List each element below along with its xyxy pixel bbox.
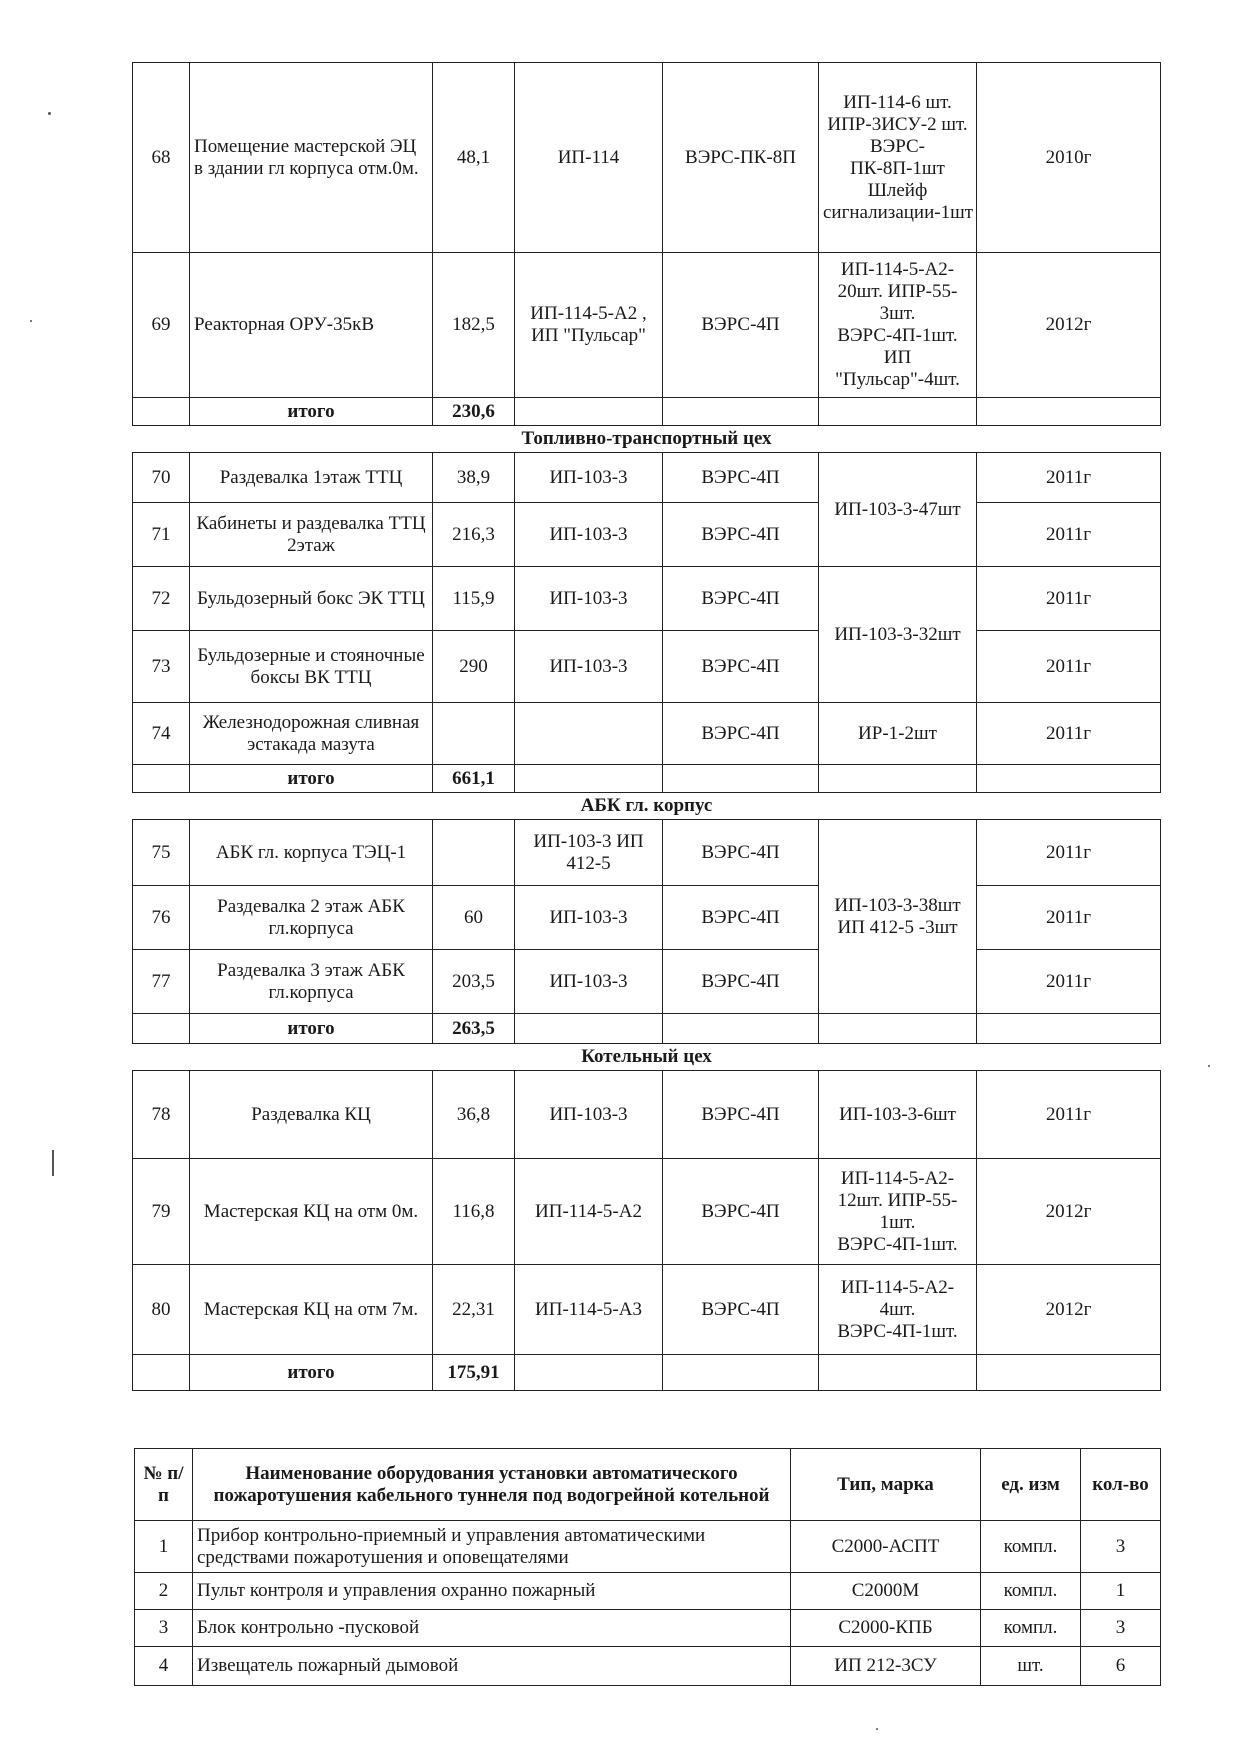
control-device: ВЭРС-4П <box>663 253 819 398</box>
total-row <box>133 1355 1161 1391</box>
equipment-quantity: 3 <box>1081 1610 1161 1647</box>
row-number: 79 <box>133 1159 190 1265</box>
room-area: 182,5 <box>433 253 515 398</box>
row-number: 74 <box>133 703 190 765</box>
total-row <box>133 765 1161 793</box>
row-number: 71 <box>133 503 190 567</box>
equipment-name: Извещатель пожарный дымовой <box>193 1647 791 1686</box>
section-title: Топливно-транспортный цех <box>133 426 1161 453</box>
room-area: 36,8 <box>433 1071 515 1159</box>
table-row <box>133 1265 1161 1355</box>
scan-speck <box>1208 1065 1210 1067</box>
section-header <box>133 426 1161 453</box>
room-area: 115,9 <box>433 567 515 631</box>
room-area <box>433 820 515 886</box>
table-row <box>133 1159 1161 1265</box>
equipment-name: Блок контрольно -пусковой <box>193 1610 791 1647</box>
detector-type: ИП-114-5-А2 <box>515 1159 663 1265</box>
install-year: 2011г <box>977 950 1161 1014</box>
table-row <box>133 253 1161 398</box>
control-device: ВЭРС-4П <box>663 503 819 567</box>
detector-type: ИП-103-3 <box>515 950 663 1014</box>
total-label: итого <box>190 398 433 426</box>
equipment-quantity: ИП-114-5-А2-20шт. ИПР-55-3шт. ВЭРС-4П-1шт. ИП "Пульсар"-4шт. <box>819 253 977 398</box>
room-name: Раздевалка 2 этаж АБК гл.корпуса <box>190 886 433 950</box>
room-name: Кабинеты и раздевалка ТТЦ 2этаж <box>190 503 433 567</box>
row-number: 70 <box>133 453 190 503</box>
room-name: Бульдозерные и стояночные боксы ВК ТТЦ <box>190 631 433 703</box>
equipment-quantity: ИП-103-3-32шт <box>819 567 977 703</box>
equipment-quantity: 6 <box>1081 1647 1161 1686</box>
scan-speck <box>52 1150 54 1176</box>
room-area: 22,31 <box>433 1265 515 1355</box>
extinguishing-equipment-table <box>134 1448 1161 1686</box>
table-row <box>135 1647 1161 1686</box>
equipment-quantity: 1 <box>1081 1573 1161 1610</box>
total-value: 175,91 <box>433 1355 515 1391</box>
row-number: 73 <box>133 631 190 703</box>
control-device: ВЭРС-4П <box>663 631 819 703</box>
equipment-quantity: 3 <box>1081 1521 1161 1573</box>
table-row <box>133 950 1161 1014</box>
table-header-row <box>135 1449 1161 1521</box>
equipment-type: С2000-КПБ <box>791 1610 981 1647</box>
install-year: 2011г <box>977 567 1161 631</box>
detector-type: ИП-103-3 <box>515 453 663 503</box>
total-value: 230,6 <box>433 398 515 426</box>
detector-type: ИП-114 <box>515 63 663 253</box>
room-area: 38,9 <box>433 453 515 503</box>
row-number: 68 <box>133 63 190 253</box>
section-title: АБК гл. корпус <box>133 793 1161 820</box>
room-name: Раздевалка 3 этаж АБК гл.корпуса <box>190 950 433 1014</box>
equipment-quantity: ИП-103-3-38шт ИП 412-5 -3шт <box>819 820 977 1014</box>
row-number: 78 <box>133 1071 190 1159</box>
install-year: 2011г <box>977 886 1161 950</box>
detector-type <box>515 703 663 765</box>
room-area: 48,1 <box>433 63 515 253</box>
table-row <box>133 820 1161 886</box>
install-year: 2012г <box>977 1159 1161 1265</box>
room-name: Железнодорожная сливная эстакада мазута <box>190 703 433 765</box>
scan-speck <box>876 1728 878 1730</box>
install-year: 2012г <box>977 1265 1161 1355</box>
room-area: 290 <box>433 631 515 703</box>
control-device: ВЭРС-ПК-8П <box>663 63 819 253</box>
header-number: № п/п <box>135 1449 193 1521</box>
total-value: 263,5 <box>433 1014 515 1044</box>
detector-type: ИП-103-3 ИП 412-5 <box>515 820 663 886</box>
detector-type: ИП-103-3 <box>515 1071 663 1159</box>
room-area: 216,3 <box>433 503 515 567</box>
room-area <box>433 703 515 765</box>
control-device: ВЭРС-4П <box>663 886 819 950</box>
total-label: итого <box>190 1014 433 1044</box>
room-name: АБК гл. корпуса ТЭЦ-1 <box>190 820 433 886</box>
table-row <box>133 886 1161 950</box>
header-equipment-name: Наименование оборудования установки автоматического пожаротушения кабельного туннеля под водогрейной котельной <box>193 1449 791 1521</box>
total-value: 661,1 <box>433 765 515 793</box>
control-device: ВЭРС-4П <box>663 1159 819 1265</box>
equipment-quantity: ИП-114-6 шт. ИПР-3ИСУ-2 шт. ВЭРС-ПК-8П-1шт Шлейф сигнализации-1шт <box>819 63 977 253</box>
section-title: Котельный цех <box>133 1044 1161 1071</box>
detector-type: ИП-114-5-А3 <box>515 1265 663 1355</box>
equipment-unit: компл. <box>981 1521 1081 1573</box>
section-header <box>133 1044 1161 1071</box>
control-device: ВЭРС-4П <box>663 1265 819 1355</box>
header-unit: ед. изм <box>981 1449 1081 1521</box>
install-year: 2010г <box>977 63 1161 253</box>
header-quantity: кол-во <box>1081 1449 1161 1521</box>
table-row <box>133 1071 1161 1159</box>
install-year: 2011г <box>977 703 1161 765</box>
total-label: итого <box>190 1355 433 1391</box>
row-number: 76 <box>133 886 190 950</box>
table-row <box>133 567 1161 631</box>
row-number: 72 <box>133 567 190 631</box>
control-device: ВЭРС-4П <box>663 567 819 631</box>
equipment-table <box>132 62 1161 1391</box>
room-name: Бульдозерный бокс ЭК ТТЦ <box>190 567 433 631</box>
install-year: 2011г <box>977 453 1161 503</box>
equipment-quantity: ИП-114-5-А2-4шт. ВЭРС-4П-1шт. <box>819 1265 977 1355</box>
detector-type: ИП-103-3 <box>515 886 663 950</box>
table-row <box>133 453 1161 503</box>
scan-speck <box>30 320 32 322</box>
control-device: ВЭРС-4П <box>663 1071 819 1159</box>
total-label: итого <box>190 765 433 793</box>
equipment-name: Пульт контроля и управления охранно пожарный <box>193 1573 791 1610</box>
total-row <box>133 398 1161 426</box>
room-area: 203,5 <box>433 950 515 1014</box>
equipment-name: Прибор контрольно-приемный и управления автоматическими средствами пожаротушения и оповещателями <box>193 1521 791 1573</box>
row-number: 4 <box>135 1647 193 1686</box>
room-area: 116,8 <box>433 1159 515 1265</box>
room-name: Мастерская КЦ на отм 0м. <box>190 1159 433 1265</box>
install-year: 2011г <box>977 503 1161 567</box>
table-row <box>133 63 1161 253</box>
table-row <box>135 1521 1161 1573</box>
row-number: 69 <box>133 253 190 398</box>
scan-speck <box>48 112 51 115</box>
table-row <box>135 1610 1161 1647</box>
control-device: ВЭРС-4П <box>663 703 819 765</box>
row-number: 3 <box>135 1610 193 1647</box>
room-name: Раздевалка КЦ <box>190 1071 433 1159</box>
table-row <box>133 631 1161 703</box>
room-name: Мастерская КЦ на отм 7м. <box>190 1265 433 1355</box>
equipment-unit: компл. <box>981 1573 1081 1610</box>
room-name: Реакторная ОРУ-35кВ <box>190 253 433 398</box>
header-type: Тип, марка <box>791 1449 981 1521</box>
equipment-quantity: ИР-1-2шт <box>819 703 977 765</box>
equipment-type: ИП 212-3СУ <box>791 1647 981 1686</box>
equipment-type: С2000-АСПТ <box>791 1521 981 1573</box>
row-number: 75 <box>133 820 190 886</box>
detector-type: ИП-103-3 <box>515 631 663 703</box>
total-row <box>133 1014 1161 1044</box>
install-year: 2011г <box>977 631 1161 703</box>
control-device: ВЭРС-4П <box>663 453 819 503</box>
row-number: 1 <box>135 1521 193 1573</box>
row-number: 77 <box>133 950 190 1014</box>
detector-type: ИП-103-3 <box>515 567 663 631</box>
room-name: Раздевалка 1этаж ТТЦ <box>190 453 433 503</box>
detector-type: ИП-114-5-А2 , ИП "Пульсар" <box>515 253 663 398</box>
row-number: 80 <box>133 1265 190 1355</box>
row-number: 2 <box>135 1573 193 1610</box>
equipment-quantity: ИП-103-3-6шт <box>819 1071 977 1159</box>
detector-type: ИП-103-3 <box>515 503 663 567</box>
equipment-quantity: ИП-114-5-А2-12шт. ИПР-55-1шт. ВЭРС-4П-1шт. <box>819 1159 977 1265</box>
table-row <box>133 503 1161 567</box>
install-year: 2012г <box>977 253 1161 398</box>
equipment-quantity: ИП-103-3-47шт <box>819 453 977 567</box>
install-year: 2011г <box>977 1071 1161 1159</box>
table-row <box>133 703 1161 765</box>
equipment-type: С2000М <box>791 1573 981 1610</box>
table-row <box>135 1573 1161 1610</box>
control-device: ВЭРС-4П <box>663 820 819 886</box>
room-area: 60 <box>433 886 515 950</box>
equipment-unit: шт. <box>981 1647 1081 1686</box>
room-name: Помещение мастерской ЭЦ в здании гл корпуса отм.0м. <box>190 63 433 253</box>
section-header <box>133 793 1161 820</box>
install-year: 2011г <box>977 820 1161 886</box>
equipment-unit: компл. <box>981 1610 1081 1647</box>
control-device: ВЭРС-4П <box>663 950 819 1014</box>
